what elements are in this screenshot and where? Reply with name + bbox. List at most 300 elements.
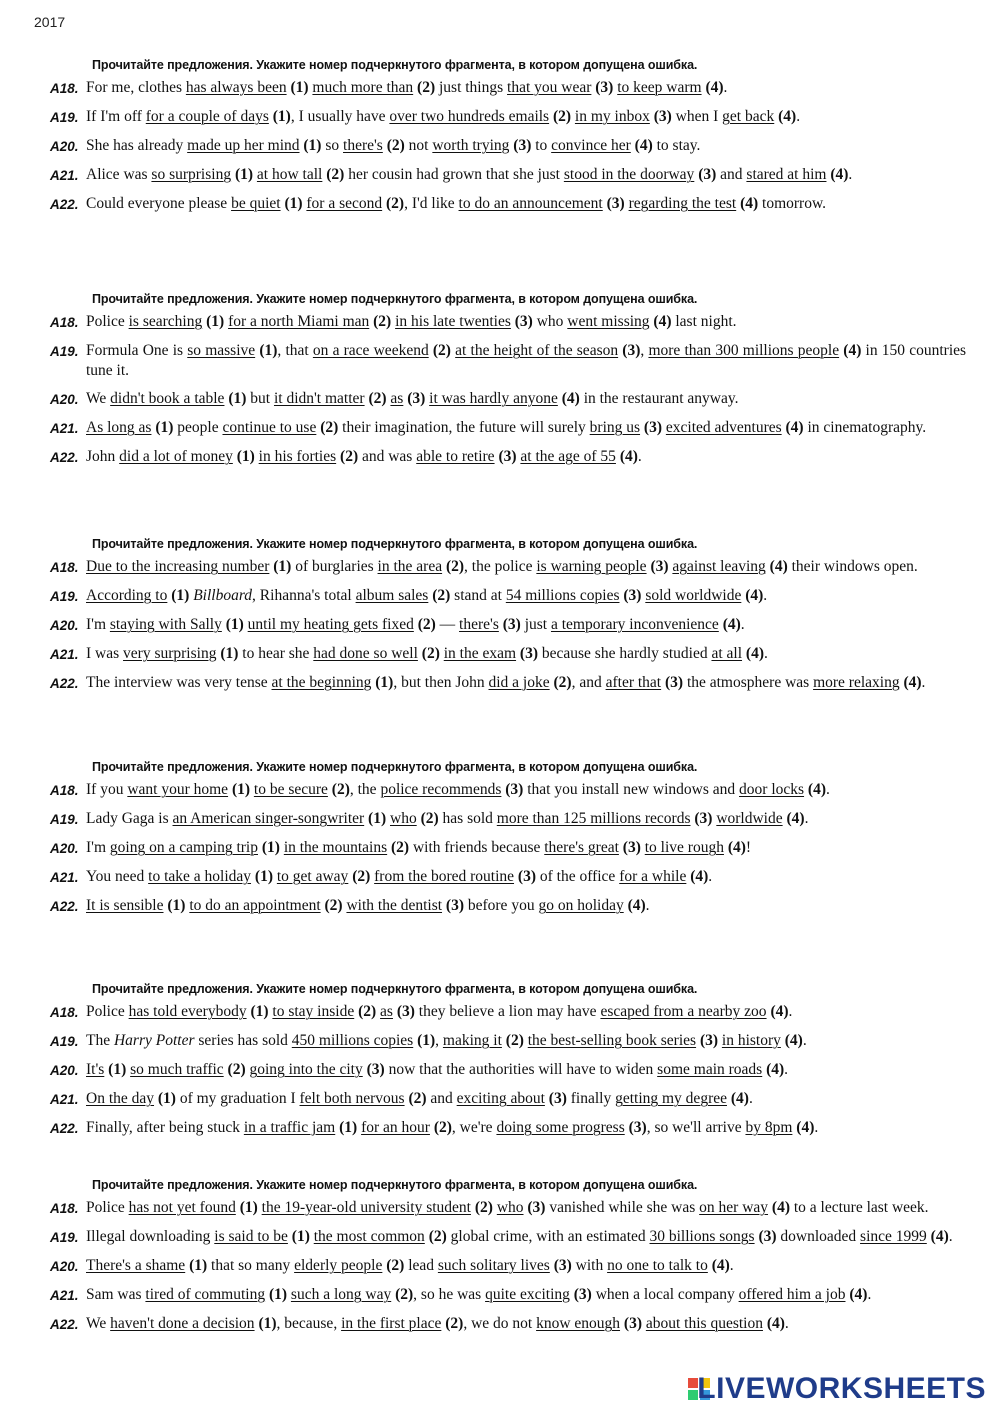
- plain-text: , we do not: [463, 1315, 537, 1332]
- plain-text: .: [763, 645, 768, 662]
- question-number: A22.: [50, 899, 79, 914]
- plain-text: She has already: [86, 137, 188, 154]
- underlined-fragment: As long as: [86, 419, 152, 436]
- fragment-number: (1): [163, 897, 190, 914]
- underlined-fragment: since 1999: [860, 1228, 927, 1245]
- fragment-number: (3): [696, 1032, 722, 1049]
- question-text: [86, 447, 966, 467]
- underlined-fragment: had done so well: [313, 645, 418, 662]
- underlined-fragment: did a joke: [488, 674, 550, 691]
- fragment-number: (4): [615, 448, 638, 465]
- underlined-fragment: doing some progress: [496, 1119, 625, 1136]
- underlined-fragment: so massive: [187, 342, 256, 359]
- underlined-fragment: the most common: [313, 1228, 425, 1245]
- underlined-fragment: is said to be: [214, 1228, 288, 1245]
- underlined-fragment: so surprising: [151, 166, 232, 183]
- plain-text: I'm: [86, 616, 110, 633]
- plain-text: The: [86, 1032, 114, 1049]
- underlined-fragment: According to: [86, 587, 168, 604]
- underlined-fragment: has not yet found: [128, 1199, 236, 1216]
- question-item: [0, 418, 1000, 439]
- underlined-fragment: going into the city: [249, 1061, 363, 1078]
- plain-text: .: [645, 897, 650, 914]
- fragment-number: (2): [387, 839, 413, 856]
- fragment-number: (3): [754, 1228, 781, 1245]
- question-text: [86, 1256, 966, 1276]
- plain-text: because she hardly studied: [541, 645, 712, 662]
- plain-text: last night.: [675, 313, 737, 330]
- underlined-fragment: Due to the increasing number: [86, 558, 270, 575]
- plain-text: stand at: [454, 587, 506, 604]
- underlined-fragment: in his forties: [258, 448, 337, 465]
- question-item: [0, 1227, 1000, 1248]
- plain-text: Finally, after being stuck: [86, 1119, 244, 1136]
- plain-text: and: [720, 166, 747, 183]
- question-number: A18.: [50, 783, 79, 798]
- plain-text: .: [763, 587, 768, 604]
- fragment-number: (2): [364, 390, 391, 407]
- plain-text: now that the authorities will have to widen: [388, 1061, 658, 1078]
- fragment-number: (2): [501, 1032, 528, 1049]
- underlined-fragment: sold worldwide: [645, 587, 742, 604]
- fragment-number: (1): [371, 674, 394, 691]
- plain-text: I was: [86, 645, 124, 662]
- plain-text: , that: [277, 342, 313, 359]
- underlined-fragment: 54 millions copies: [505, 587, 620, 604]
- question-number: A19.: [50, 344, 79, 359]
- question-item: [0, 165, 1000, 186]
- fragment-number: (1): [364, 810, 390, 827]
- underlined-fragment: no one to talk to: [607, 1257, 708, 1274]
- question-text: [86, 1060, 966, 1080]
- fragment-number: (1): [280, 195, 307, 212]
- question-text: [86, 780, 966, 800]
- underlined-fragment: in the first place: [341, 1315, 442, 1332]
- plain-text: Lady Gaga is: [86, 810, 173, 827]
- underlined-fragment: There's a shame: [86, 1257, 186, 1274]
- fragment-number: (4): [780, 1032, 803, 1049]
- underlined-fragment: with the dentist: [346, 897, 443, 914]
- underlined-fragment: against leaving: [672, 558, 766, 575]
- plain-text: that you install new windows and: [527, 781, 740, 798]
- question-item: [0, 867, 1000, 888]
- question-text: [86, 673, 966, 693]
- question-number: A21.: [50, 647, 79, 662]
- underlined-fragment: at how tall: [256, 166, 323, 183]
- question-item: [0, 1198, 1000, 1219]
- plain-text: .: [788, 1003, 793, 1020]
- plain-text: , the: [349, 781, 381, 798]
- plain-text: people: [177, 419, 223, 436]
- plain-text: of the office: [539, 868, 620, 885]
- underlined-fragment: album sales: [355, 587, 429, 604]
- underlined-fragment: made up her mind: [187, 137, 300, 154]
- exercise-block: [0, 58, 1000, 223]
- fragment-number: (1): [151, 419, 178, 436]
- plain-text: .: [921, 674, 926, 691]
- fragment-number: (3): [362, 1061, 389, 1078]
- fragment-number: (4): [726, 1090, 749, 1107]
- question-text: [86, 896, 966, 916]
- underlined-fragment: is warning people: [536, 558, 647, 575]
- fragment-number: (3): [392, 1003, 419, 1020]
- question-item: [0, 447, 1000, 468]
- underlined-fragment: to stay inside: [272, 1003, 355, 1020]
- question-text: [86, 1314, 966, 1334]
- question-number: A22.: [50, 676, 79, 691]
- question-text: [86, 389, 966, 409]
- plain-text: , I usually have: [290, 108, 390, 125]
- plain-text: .: [729, 1257, 734, 1274]
- underlined-fragment: in a traffic jam: [243, 1119, 336, 1136]
- plain-text: .: [814, 1119, 819, 1136]
- fragment-number: (1): [185, 1257, 212, 1274]
- underlined-fragment: more than 125 millions records: [496, 810, 691, 827]
- underlined-fragment: staying with Sally: [109, 616, 222, 633]
- fragment-number: (4): [792, 1119, 815, 1136]
- fragment-number: (2): [382, 1257, 409, 1274]
- fragment-number: (2): [320, 897, 347, 914]
- fragment-number: (2): [369, 313, 396, 330]
- fragment-number: (3): [591, 79, 618, 96]
- plain-text: but: [250, 390, 274, 407]
- fragment-number: (2): [549, 674, 572, 691]
- exercise-block: [0, 982, 1000, 1147]
- question-text: [86, 1089, 966, 1109]
- fragment-number: (3): [509, 137, 536, 154]
- underlined-fragment: to keep warm: [617, 79, 702, 96]
- underlined-fragment: so much traffic: [130, 1061, 224, 1078]
- question-item: [0, 1031, 1000, 1052]
- underlined-fragment: for a north Miami man: [228, 313, 370, 330]
- fragment-number: (4): [623, 897, 646, 914]
- plain-text: of burglaries: [295, 558, 378, 575]
- question-text: [86, 418, 966, 438]
- underlined-fragment: an American singer-songwriter: [172, 810, 365, 827]
- question-number: A18.: [50, 1201, 79, 1216]
- underlined-fragment: after that: [605, 674, 662, 691]
- fragment-number: (4): [899, 674, 922, 691]
- plain-text: global crime, with an estimated: [450, 1228, 650, 1245]
- plain-text: , the police: [464, 558, 537, 575]
- question-number: A22.: [50, 1317, 79, 1332]
- question-item: [0, 107, 1000, 128]
- plain-text: If you: [86, 781, 128, 798]
- plain-text: in cinematography.: [807, 419, 927, 436]
- fragment-number: (3): [602, 195, 629, 212]
- underlined-fragment: want your home: [127, 781, 229, 798]
- underlined-fragment: who: [496, 1199, 524, 1216]
- plain-text: their imagination, the future will surely: [342, 419, 590, 436]
- question-number: A18.: [50, 315, 79, 330]
- question-item: [0, 1314, 1000, 1335]
- fragment-number: (1): [255, 342, 278, 359]
- fragment-number: (1): [251, 868, 277, 885]
- fragment-number: (2): [470, 1199, 497, 1216]
- fragment-number: (3): [620, 1315, 646, 1332]
- plain-text: , we're: [451, 1119, 497, 1136]
- fragment-number: (2): [348, 868, 375, 885]
- fragment-number: (1): [257, 839, 284, 856]
- question-text: [86, 1227, 966, 1247]
- fragment-number: (4): [736, 195, 763, 212]
- question-text: [86, 557, 966, 577]
- fragment-number: (2): [413, 616, 440, 633]
- underlined-fragment: felt both nervous: [299, 1090, 405, 1107]
- underlined-fragment: exciting about: [456, 1090, 545, 1107]
- underlined-fragment: did a lot of money: [119, 448, 233, 465]
- plain-text: before you: [467, 897, 539, 914]
- question-item: [0, 194, 1000, 215]
- plain-text: to a lecture last week.: [793, 1199, 929, 1216]
- exercise-block: [0, 760, 1000, 925]
- question-item: [0, 644, 1000, 665]
- question-text: [86, 615, 966, 635]
- question-number: A19.: [50, 110, 79, 125]
- fragment-number: (1): [167, 587, 194, 604]
- fragment-number: (4): [782, 810, 805, 827]
- fragment-number: (4): [768, 1199, 794, 1216]
- plain-text: and: [430, 1090, 457, 1107]
- fragment-number: (1): [221, 616, 248, 633]
- underlined-fragment: at the height of the season: [455, 342, 619, 359]
- fragment-number: (1): [268, 108, 291, 125]
- question-item: [0, 1002, 1000, 1023]
- fragment-number: (3): [569, 1286, 596, 1303]
- plain-text: her cousin had grown that she just: [348, 166, 564, 183]
- question-number: A21.: [50, 870, 79, 885]
- underlined-fragment: very surprising: [123, 645, 217, 662]
- plain-text: .: [740, 616, 745, 633]
- underlined-fragment: bring us: [589, 419, 641, 436]
- plain-text: in 150 countries tune it.: [86, 342, 967, 379]
- question-number: A19.: [50, 812, 79, 827]
- plain-text: tomorrow.: [762, 195, 827, 212]
- fragment-number: (4): [723, 839, 746, 856]
- plain-text: not: [408, 137, 433, 154]
- plain-text: Police: [86, 313, 129, 330]
- plain-text: Alice was: [86, 166, 152, 183]
- underlined-fragment: be quiet: [231, 195, 281, 212]
- question-item: [0, 136, 1000, 157]
- underlined-fragment: until my heating gets fixed: [247, 616, 414, 633]
- question-number: A18.: [50, 81, 79, 96]
- underlined-fragment: more relaxing: [813, 674, 900, 691]
- question-number: A20.: [50, 841, 79, 856]
- question-text: [86, 341, 966, 381]
- plain-text: The interview was very tense: [86, 674, 272, 691]
- underlined-fragment: for a second: [306, 195, 383, 212]
- question-number: A21.: [50, 168, 79, 183]
- underlined-fragment: in the exam: [443, 645, 517, 662]
- plain-text: Formula One is: [86, 342, 188, 359]
- underlined-fragment: to live rough: [644, 839, 724, 856]
- question-number: A20.: [50, 139, 79, 154]
- underlined-fragment: It is sensible: [86, 897, 164, 914]
- plain-text: who: [536, 313, 568, 330]
- instruction-text: Прочитайте предложения. Укажите номер подчеркнутого фрагмента, в котором допущена ошибка.: [92, 58, 698, 72]
- question-item: [0, 838, 1000, 859]
- underlined-fragment: by 8pm: [745, 1119, 793, 1136]
- question-text: [86, 644, 966, 664]
- fragment-number: (4): [926, 1228, 949, 1245]
- question-number: A20.: [50, 618, 79, 633]
- exercise-block: [0, 292, 1000, 476]
- plain-text: when a local company: [595, 1286, 739, 1303]
- underlined-fragment: worth trying: [432, 137, 510, 154]
- plain-text: that so many: [211, 1257, 295, 1274]
- fragment-number: (4): [774, 108, 797, 125]
- question-text: [86, 1118, 966, 1138]
- underlined-fragment: at the age of 55: [520, 448, 616, 465]
- fragment-number: (1): [254, 1315, 277, 1332]
- plain-text: , so he was: [413, 1286, 486, 1303]
- fragment-number: (1): [246, 1003, 273, 1020]
- underlined-fragment: on her way: [699, 1199, 769, 1216]
- plain-text: vanished while she was: [549, 1199, 700, 1216]
- fragment-number: (4): [649, 313, 676, 330]
- plain-text: just things: [438, 79, 508, 96]
- exercise-block: [0, 1178, 1000, 1343]
- plain-text: .: [723, 79, 728, 96]
- fragment-number: (4): [701, 79, 724, 96]
- fragment-number: (3): [661, 674, 687, 691]
- fragment-number: (1): [265, 1286, 291, 1303]
- question-number: A19.: [50, 1230, 79, 1245]
- fragment-number: (1): [235, 1199, 262, 1216]
- plain-text: .: [784, 1315, 789, 1332]
- underlined-fragment: stared at him: [746, 166, 827, 183]
- fragment-number: (2): [382, 195, 405, 212]
- fragment-number: (3): [516, 645, 542, 662]
- question-number: A22.: [50, 450, 79, 465]
- question-number: A19.: [50, 1034, 79, 1049]
- plain-text: —: [439, 616, 460, 633]
- fragment-number: (2): [404, 1090, 431, 1107]
- fragment-number: (1): [104, 1061, 131, 1078]
- underlined-fragment: who: [390, 810, 417, 827]
- fragment-number: (3): [646, 558, 673, 575]
- underlined-fragment: go on holiday: [538, 897, 624, 914]
- underlined-fragment: police recommends: [380, 781, 502, 798]
- underlined-fragment: there's: [343, 137, 383, 154]
- plain-text: Police: [86, 1003, 129, 1020]
- plain-text: , because,: [276, 1315, 342, 1332]
- underlined-fragment: stood in the doorway: [563, 166, 695, 183]
- fragment-number: (3): [494, 448, 521, 465]
- plain-text: just: [524, 616, 551, 633]
- plain-text: of my graduation I: [179, 1090, 300, 1107]
- italic-title: Billboard: [193, 587, 253, 604]
- plain-text: Could everyone please: [86, 195, 232, 212]
- fragment-number: (3): [498, 616, 525, 633]
- fragment-number: (1): [228, 781, 254, 798]
- fragment-number: (4): [741, 587, 764, 604]
- question-item: [0, 809, 1000, 830]
- fragment-number: (4): [718, 616, 741, 633]
- question-number: A22.: [50, 1121, 79, 1136]
- year-label: 2017: [34, 14, 66, 30]
- fragment-number: (2): [417, 645, 444, 662]
- fragment-number: (2): [549, 108, 575, 125]
- question-item: [0, 1256, 1000, 1277]
- fragment-number: (2): [322, 166, 349, 183]
- plain-text: .: [784, 1061, 789, 1078]
- question-text: [86, 867, 966, 887]
- underlined-fragment: on a race weekend: [312, 342, 429, 359]
- underlined-fragment: haven't done a decision: [110, 1315, 255, 1332]
- fragment-number: (4): [742, 645, 764, 662]
- plain-text: to stay.: [656, 137, 701, 154]
- question-text: [86, 107, 966, 127]
- plain-text: downloaded: [780, 1228, 861, 1245]
- fragment-number: (1): [335, 1119, 362, 1136]
- underlined-fragment: it was hardly anyone: [429, 390, 558, 407]
- underlined-fragment: at all: [711, 645, 743, 662]
- fragment-number: (3): [442, 897, 468, 914]
- question-text: [86, 586, 966, 606]
- fragment-number: (2): [327, 781, 350, 798]
- plain-text: .: [867, 1286, 872, 1303]
- fragment-number: (2): [442, 558, 465, 575]
- underlined-fragment: tired of commuting: [145, 1286, 266, 1303]
- plain-text: We: [86, 1315, 111, 1332]
- plain-text: Police: [86, 1199, 129, 1216]
- underlined-fragment: in his late twenties: [395, 313, 511, 330]
- fragment-number: (2): [428, 587, 455, 604]
- underlined-fragment: 450 millions copies: [291, 1032, 414, 1049]
- underlined-fragment: for a couple of days: [145, 108, 269, 125]
- question-text: [86, 1285, 966, 1305]
- plain-text: , so we'll arrive: [646, 1119, 746, 1136]
- plain-text: , and: [571, 674, 606, 691]
- underlined-fragment: making it: [442, 1032, 502, 1049]
- fragment-number: (4): [839, 342, 866, 359]
- fragment-number: (2): [382, 137, 409, 154]
- instruction-text: Прочитайте предложения. Укажите номер подчеркнутого фрагмента, в котором допущена ошибка.: [92, 537, 698, 551]
- fragment-number: (4): [557, 390, 584, 407]
- plain-text: .: [948, 1228, 953, 1245]
- underlined-fragment: going on a camping trip: [109, 839, 258, 856]
- plain-text: .: [796, 108, 801, 125]
- question-number: A21.: [50, 1092, 79, 1107]
- plain-text: You need: [86, 868, 149, 885]
- fragment-number: (4): [762, 1061, 785, 1078]
- exercise-block: [0, 537, 1000, 702]
- question-text: [86, 194, 966, 214]
- plain-text: John: [86, 448, 120, 465]
- fragment-number: (3): [619, 587, 646, 604]
- question-text: [86, 312, 966, 332]
- fragment-number: (3): [514, 868, 540, 885]
- plain-text: in the restaurant anyway.: [583, 390, 739, 407]
- plain-text: to hear she: [242, 645, 314, 662]
- plain-text: , I'd like: [404, 195, 459, 212]
- plain-text: finally: [570, 1090, 616, 1107]
- underlined-fragment: know enough: [536, 1315, 621, 1332]
- plain-text: has sold: [442, 810, 497, 827]
- underlined-fragment: continue to use: [222, 419, 317, 436]
- question-text: [86, 809, 966, 829]
- question-item: [0, 1285, 1000, 1306]
- fragment-number: (2): [441, 1315, 464, 1332]
- underlined-fragment: excited adventures: [665, 419, 782, 436]
- plain-text: their windows open.: [791, 558, 918, 575]
- plain-text: !: [745, 839, 752, 856]
- plain-text: with: [575, 1257, 608, 1274]
- plain-text: lead: [408, 1257, 438, 1274]
- question-item: [0, 615, 1000, 636]
